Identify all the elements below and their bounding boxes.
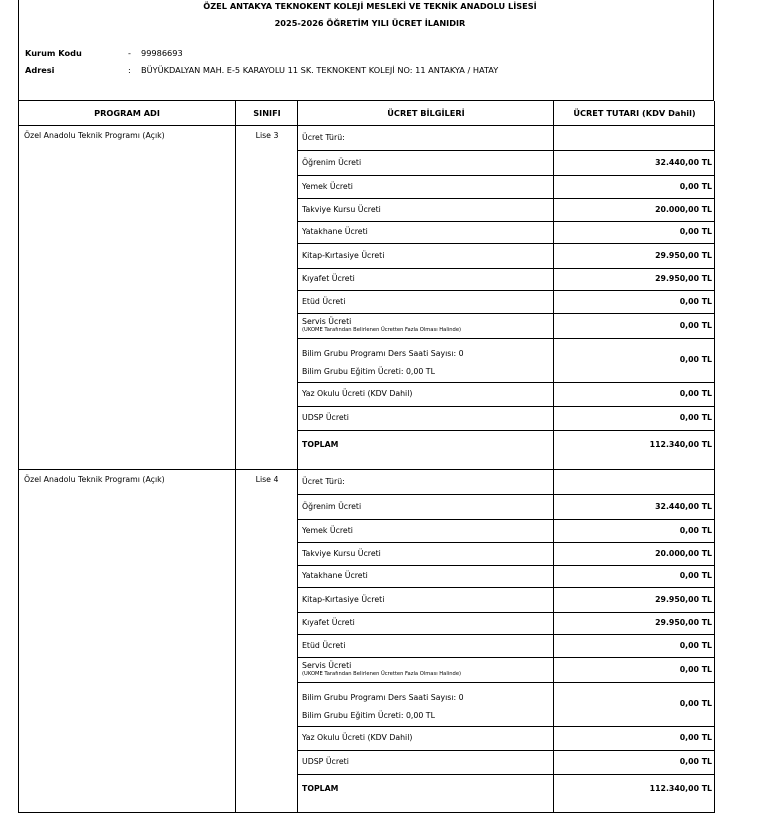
fee-label: Etüd Ücreti [302, 297, 346, 306]
column-divider [553, 101, 554, 813]
fee-label: UDSP Ücreti [302, 757, 349, 766]
row-divider [298, 682, 715, 683]
bilim-grubu-fee: Bilim Grubu Eğitim Ücreti: 0,00 TL [302, 367, 435, 376]
fee-label: Kitap-Kırtasiye Ücreti [302, 595, 385, 604]
document-subtitle: 2025-2026 ÖĞRETİM YILI ÜCRET İLANIDIR [274, 18, 466, 28]
fee-label [302, 689, 464, 725]
total-label: TOPLAM [302, 440, 339, 449]
column-header-sinif: SINIFI [236, 101, 298, 126]
fee-label: Yaz Okulu Ücreti (KDV Dahil) [302, 389, 413, 398]
adres-label: Adresi [25, 65, 55, 75]
column-header-ucret-bilgileri: ÜCRET BİLGİLERİ [298, 101, 554, 126]
row-divider [298, 774, 715, 775]
servis-label: Servis Ücreti [302, 317, 352, 326]
row-divider [298, 243, 715, 244]
fee-label: Öğrenim Ücreti [302, 502, 362, 511]
row-divider [298, 313, 715, 314]
fee-amount: 0,00 TL [679, 526, 712, 535]
fee-amount: 0,00 TL [679, 665, 712, 674]
fee-label [302, 345, 464, 381]
fee-amount: 0,00 TL [679, 389, 712, 398]
fee-amount: 29.950,00 TL [655, 595, 712, 604]
kurum-kodu-label: Kurum Kodu [25, 48, 82, 58]
fee-label: Yaz Okulu Ücreti (KDV Dahil) [302, 733, 413, 742]
row-divider [298, 268, 715, 269]
row-divider [298, 430, 715, 431]
fee-amount: 0,00 TL [679, 413, 712, 422]
bilim-grubu-hours: Bilim Grubu Programı Ders Saati Sayısı: 0 [302, 693, 464, 702]
fee-label: Takviye Kursu Ücreti [302, 205, 381, 214]
fee-label: Kıyafet Ücreti [302, 618, 355, 627]
column-header-ucret-tutari: ÜCRET TUTARI (KDV Dahil) [554, 101, 715, 126]
fee-amount: 0,00 TL [679, 641, 712, 650]
row-divider [298, 406, 715, 407]
fee-label: Etüd Ücreti [302, 641, 346, 650]
fee-label: Öğrenim Ücreti [302, 158, 362, 167]
fee-amount: 0,00 TL [679, 321, 712, 330]
header-frame [18, 0, 714, 101]
column-divider [297, 101, 298, 813]
fee-amount: 20.000,00 TL [655, 549, 712, 558]
row-divider [298, 150, 715, 151]
row-divider [298, 175, 715, 176]
kurum-kodu-value: 99986693 [141, 48, 183, 58]
fee-amount: 0,00 TL [679, 182, 712, 191]
fee-amount: 32.440,00 TL [655, 502, 712, 511]
fee-label: Kitap-Kırtasiye Ücreti [302, 251, 385, 260]
column-header-program: PROGRAM ADI [18, 101, 236, 126]
row-divider [298, 750, 715, 751]
fee-amount: 0,00 TL [679, 227, 712, 236]
row-divider [298, 494, 715, 495]
row-divider [298, 612, 715, 613]
row-divider [298, 565, 715, 566]
fee-amount: 29.950,00 TL [655, 618, 712, 627]
kurum-kodu-separator: - [128, 48, 131, 58]
bilim-grubu-fee: Bilim Grubu Eğitim Ücreti: 0,00 TL [302, 711, 435, 720]
fee-amount: 29.950,00 TL [655, 251, 712, 260]
fee-label [302, 661, 461, 677]
fee-amount: 0,00 TL [679, 355, 712, 364]
fee-amount: 0,00 TL [679, 733, 712, 742]
fee-label: Yemek Ücreti [302, 182, 353, 191]
total-amount: 112.340,00 TL [649, 784, 712, 793]
row-divider [298, 338, 715, 339]
bilim-grubu-hours: Bilim Grubu Programı Ders Saati Sayısı: 0 [302, 349, 464, 358]
class-level: Lise 3 [255, 131, 279, 140]
row-divider [298, 657, 715, 658]
servis-label: Servis Ücreti [302, 661, 352, 670]
fee-label: Ücret Türü: [302, 477, 345, 486]
row-divider [298, 221, 715, 222]
servis-note: (UKOME Tarafından Belirlenen Ücretten Fazla Olması Halinde) [302, 327, 462, 333]
column-divider [235, 101, 236, 813]
fee-label [302, 317, 461, 333]
program-name: Özel Anadolu Teknik Programı (Açık) [24, 475, 165, 484]
adres-separator: : [128, 65, 131, 75]
row-divider [298, 382, 715, 383]
fee-label: UDSP Ücreti [302, 413, 349, 422]
fee-label: Ücret Türü: [302, 133, 345, 142]
total-amount: 112.340,00 TL [649, 440, 712, 449]
fee-amount: 29.950,00 TL [655, 274, 712, 283]
document-title: ÖZEL ANTAKYA TEKNOKENT KOLEJİ MESLEKİ VE TEKNİK ANADOLU LİSESİ [203, 1, 537, 11]
total-label: TOPLAM [302, 784, 339, 793]
row-divider [298, 726, 715, 727]
fee-label: Yatakhane Ücreti [302, 227, 368, 236]
fee-amount: 32.440,00 TL [655, 158, 712, 167]
fee-amount: 0,00 TL [679, 571, 712, 580]
group-divider [18, 469, 715, 470]
fee-amount: 0,00 TL [679, 297, 712, 306]
row-divider [298, 290, 715, 291]
row-divider [298, 519, 715, 520]
fee-label: Kıyafet Ücreti [302, 274, 355, 283]
adres-value: BÜYÜKDALYAN MAH. E-5 KARAYOLU 11 SK. TEKNOKENT KOLEJİ NO: 11 ANTAKYA / HATAY [141, 65, 499, 75]
fee-label: Takviye Kursu Ücreti [302, 549, 381, 558]
class-level: Lise 4 [255, 475, 279, 484]
row-divider [298, 634, 715, 635]
fee-label: Yatakhane Ücreti [302, 571, 368, 580]
fee-label: Yemek Ücreti [302, 526, 353, 535]
row-divider [298, 542, 715, 543]
fee-amount: 0,00 TL [679, 699, 712, 708]
fee-amount: 0,00 TL [679, 757, 712, 766]
servis-note: (UKOME Tarafından Belirlenen Ücretten Fazla Olması Halinde) [302, 671, 462, 677]
program-name: Özel Anadolu Teknik Programı (Açık) [24, 131, 165, 140]
row-divider [298, 587, 715, 588]
row-divider [298, 198, 715, 199]
fee-amount: 20.000,00 TL [655, 205, 712, 214]
